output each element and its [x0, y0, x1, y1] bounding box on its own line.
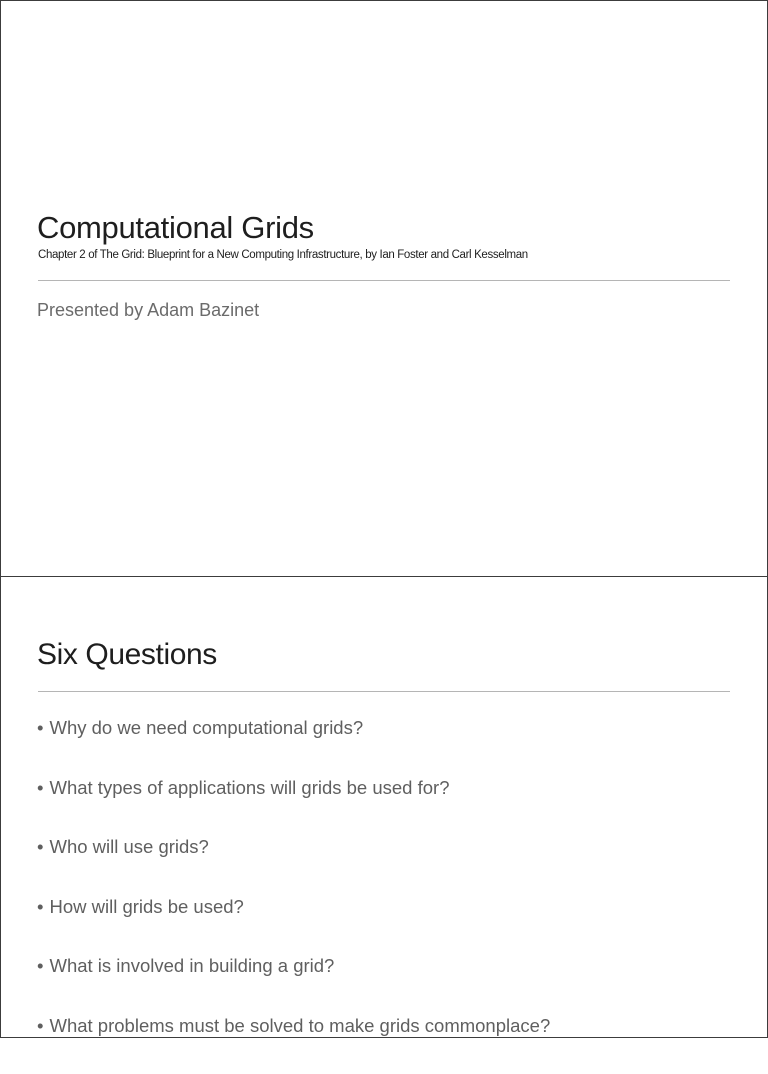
- heading-divider: [38, 691, 730, 692]
- slide-heading: Six Questions: [37, 638, 217, 672]
- slide-subtitle: Chapter 2 of The Grid: Blueprint for a New Computing Infrastructure, by Ian Foster and Carl Kesselman: [38, 249, 528, 261]
- list-item: [37, 1015, 550, 1074]
- question-text: How will grids be used?: [49, 896, 243, 917]
- list-item: [37, 955, 550, 1015]
- question-text: Who will use grids?: [49, 836, 208, 857]
- bullet-icon: •: [37, 836, 43, 858]
- bullet-icon: •: [37, 717, 43, 739]
- slide-six-questions: [0, 576, 768, 1038]
- bullet-icon: •: [37, 1015, 43, 1037]
- slide-title-heading: Computational Grids: [37, 210, 314, 246]
- question-text: What problems must be solved to make grids commonplace?: [49, 1015, 550, 1036]
- title-divider: [38, 280, 730, 281]
- bullet-icon: •: [37, 777, 43, 799]
- list-item: [37, 896, 550, 956]
- bullet-icon: •: [37, 896, 43, 918]
- bullet-icon: •: [37, 955, 43, 977]
- list-item: [37, 777, 550, 837]
- question-list: [37, 717, 550, 1074]
- presenter-line: Presented by Adam Bazinet: [37, 300, 259, 321]
- question-text: What types of applications will grids be used for?: [49, 777, 449, 798]
- list-item: [37, 717, 550, 777]
- list-item: [37, 836, 550, 896]
- question-text: What is involved in building a grid?: [49, 955, 334, 976]
- question-text: Why do we need computational grids?: [49, 717, 363, 738]
